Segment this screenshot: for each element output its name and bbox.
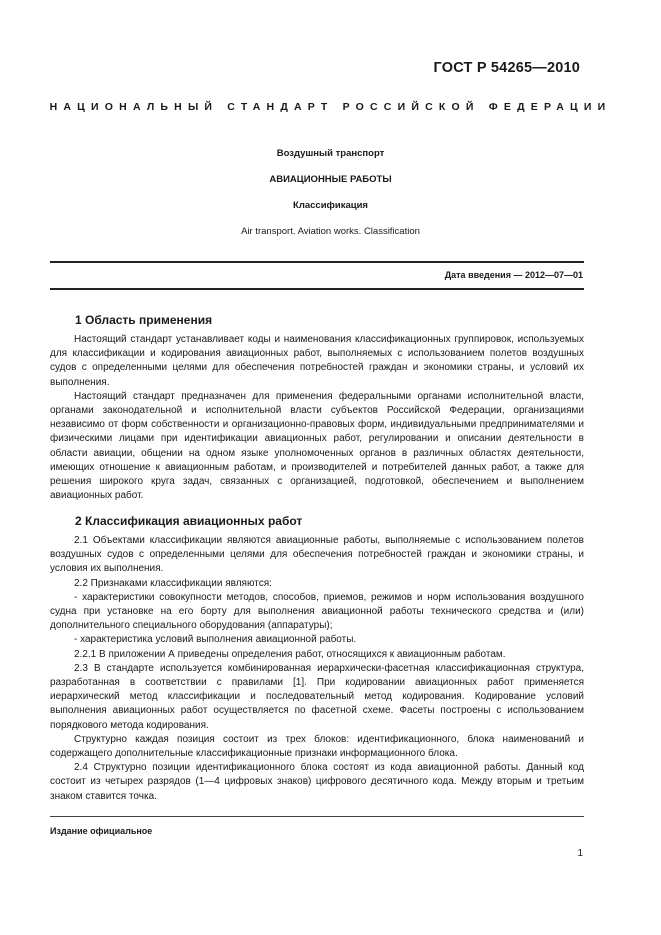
section-2-paragraph: - характеристики совокупности методов, способов, приемов, режимов и норм использования воздушного судна при установке на его борту для выполнения авиационной работы технического средства и (или) дополнительного специального оборудования (аппаратуры);	[50, 591, 584, 632]
section-2-paragraph: 2.2.1 В приложении А приведены определения работ, относящихся к авиационным работам.	[74, 648, 506, 660]
title-divider-bottom	[50, 288, 584, 290]
section-2-paragraph: 2.3 В стандарте используется комбинированная иерархически-фасетная классификационная структура, разработанная в соответствии с правилами [1]. При кодировании авиационных работ применяется иерархический метод классификации и последовательный метод кодирования. Кодирование условий выполнения авиационных работ осуществляется по фасетной схеме. Фасеты построены с использованием порядкового метода кодирования.	[50, 662, 584, 731]
section-2-body	[50, 534, 584, 804]
intro-date: Дата введения — 2012—07—01	[444, 270, 583, 280]
section-2-paragraph: 2.4 Структурно позиции идентификационного блока состоят из кода авиационной работы. Данный код состоит из четырех разрядов (1—4 цифровых знаков) цифрового десятичного кода. Между вторым и третьим знаком ставится точка.	[50, 762, 584, 802]
english-title: Air transport. Aviation works. Classification	[241, 226, 420, 237]
document-subtitle: Классификация	[293, 200, 368, 211]
standard-number: ГОСТ Р 54265—2010	[433, 60, 580, 76]
footer-divider	[50, 816, 584, 817]
document-title: АВИАЦИОННЫЕ РАБОТЫ	[269, 174, 392, 185]
title-divider-top	[50, 261, 584, 263]
national-standard-heading: НАЦИОНАЛЬНЫЙ СТАНДАРТ РОССИЙСКОЙ ФЕДЕРАЦИИ	[49, 101, 612, 113]
edition-label: Издание официальное	[50, 826, 153, 836]
section-2-paragraph: 2.1 Объектами классификации являются авиационные работы, выполняемые с использованием полетов воздушных судов с определенными целями для обеспечения потребностей граждан и экономики страны, и условия их выполнения.	[50, 535, 584, 575]
category-title: Воздушный транспорт	[276, 148, 385, 159]
section-2-heading: 2 Классификация авиационных работ	[75, 514, 303, 528]
section-1-body	[50, 333, 584, 503]
section-2-paragraph: Структурно каждая позиция состоит из трех блоков: идентификационного, блока наименований и содержащего дополнительные классификационные признаки информационного блока.	[50, 733, 584, 760]
section-1-paragraph: Настоящий стандарт устанавливает коды и наименования классификационных группировок, используемых для классификации и кодирования авиационных работ, выполняемых с использованием полетов воздушных судов с определенными целями для обеспечения потребностей граждан и экономики страны, и условий их выполнения.	[50, 334, 584, 388]
section-1-paragraph: Настоящий стандарт предназначен для применения федеральными органами исполнительной власти, органами законодательной и исполнительной власти субъектов Российской Федерации, организациями независимо от форм собственности и организационно-правовых форм, индивидуальными предпринимателями и физическими лицами при идентификации авиационных работ, регулировании и описании деятельности в области авиации, общении на одном языке уполномоченных органов в различных областях деятельности, имеющих отношение к авиационным работам, и производителей и потребителей данных работ, а также для решения широкого круга задач, связанных с организацией, подготовкой, обеспечением и выполнением авиационных работ.	[50, 390, 584, 502]
section-2-paragraph: 2.2 Признаками классификации являются:	[74, 577, 272, 589]
section-2-paragraph: - характеристика условий выполнения авиационной работы.	[74, 634, 357, 646]
section-1-heading: 1 Область применения	[75, 313, 213, 327]
page-number: 1	[577, 848, 583, 859]
